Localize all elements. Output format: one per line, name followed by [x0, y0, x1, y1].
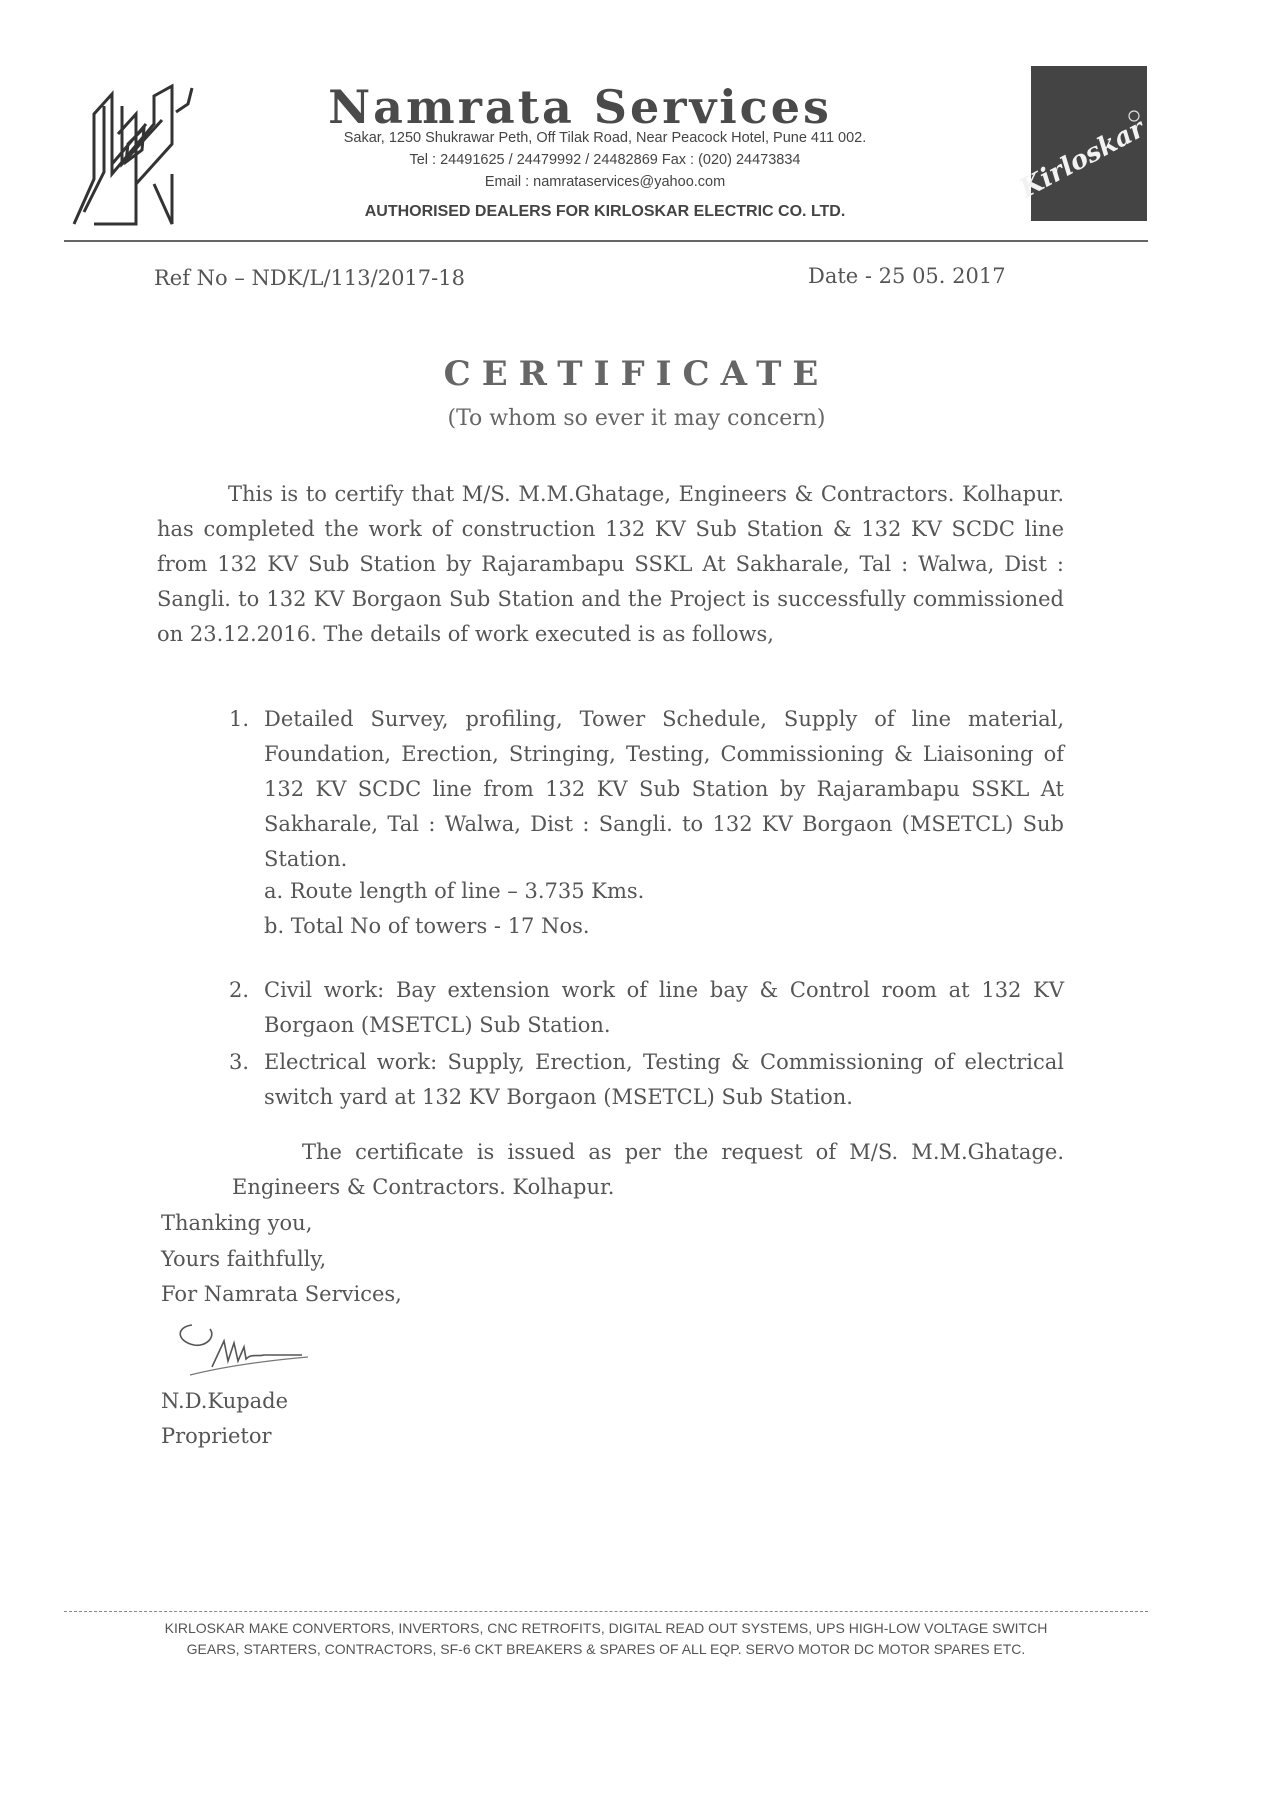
for-company: For Namrata Services, — [161, 1282, 402, 1306]
certificate-title: CERTIFICATE — [443, 354, 830, 394]
kirloskar-logo — [1014, 66, 1150, 221]
work-item — [229, 702, 1064, 877]
svg-text:Kirloskar: Kirloskar — [1014, 113, 1150, 205]
intro-paragraph: This is to certify that M/S. M.M.Ghatage, Engineers & Contractors. Kolhapur. has completed the work of construction 132 KV Sub Station & 132 KV SCDC line from 132 KV Sub Station by Rajarambapu SSKL At Sakharale, Tal : Walwa, Dist : Sangli. to 132 KV Borgaon Sub Station and the Project is successfully commissioned on 23.12.2016. The details of work executed is as follows, — [157, 482, 1064, 646]
dealer-line: AUTHORISED DEALERS FOR KIRLOSKAR ELECTRIC CO. LTD. — [364, 203, 846, 220]
yours-faithfully: Yours faithfully, — [161, 1247, 327, 1271]
company-address: Sakar, 1250 Shukrawar Peth, Off Tilak Road, Near Peacock Hotel, Pune 411 002. — [343, 130, 867, 146]
thanking-line: Thanking you, — [161, 1211, 313, 1235]
footer-line: KIRLOSKAR MAKE CONVERTORS, INVERTORS, CNC RETROFITS, DIGITAL READ OUT SYSTEMS, UPS HIGH-LOW VOLTAGE SWITCH — [164, 1620, 1048, 1636]
work-item — [229, 1045, 1064, 1115]
route-length: a. Route length of line – 3.735 Kms. — [264, 879, 645, 903]
company-logo — [72, 84, 212, 230]
closing-paragraph: The certificate is issued as per the request of M/S. M.M.Ghatage. Engineers & Contractors. Kolhapur. — [232, 1140, 1064, 1199]
header-divider — [64, 240, 1148, 242]
item-number: 3. — [229, 1050, 250, 1074]
certificate-subtitle: (To whom so ever it may concern) — [447, 406, 826, 431]
item-number: 2. — [229, 978, 250, 1002]
signatory-title: Proprietor — [161, 1424, 272, 1448]
footer-line: GEARS, STARTERS, CONTRACTORS, SF-6 CKT BREAKERS & SPARES OF ALL EQP. SERVO MOTOR DC MOTOR SPARES ETC. — [186, 1641, 1026, 1657]
company-name: Namrata Services — [328, 80, 832, 134]
item-number: 1. — [229, 707, 250, 731]
item-text: Electrical work: Supply, Erection, Testing & Commissioning of electrical switch yard at 132 KV Borgaon (MSETCL) Sub Station. — [264, 1050, 1064, 1109]
signatory-name: N.D.Kupade — [161, 1389, 289, 1413]
work-item — [229, 973, 1064, 1043]
item-text: Civil work: Bay extension work of line bay & Control room at 132 KV Borgaon (MSETCL) Sub Station. — [264, 978, 1064, 1037]
tower-count: b. Total No of towers - 17 Nos. — [264, 914, 590, 938]
company-phone: Tel : 24491625 / 24479992 / 24482869 Fax : (020) 24473834 — [409, 152, 801, 168]
footer-divider — [64, 1611, 1148, 1612]
document-date: Date - 25 05. 2017 — [808, 264, 1006, 288]
signature — [172, 1317, 312, 1383]
item-text: Detailed Survey, profiling, Tower Schedule, Supply of line material, Foundation, Erection, Stringing, Testing, Commissioning & Liaisoning of 132 KV SCDC line from 132 KV Sub Station by Rajarambapu SSKL At Sakharale, Tal : Walwa, Dist : Sangli. to 132 KV Borgaon (MSETCL) Sub Station. — [264, 707, 1064, 871]
company-email: Email : namrataservices@yahoo.com — [484, 174, 726, 190]
reference-number: Ref No – NDK/L/113/2017-18 — [154, 266, 465, 290]
